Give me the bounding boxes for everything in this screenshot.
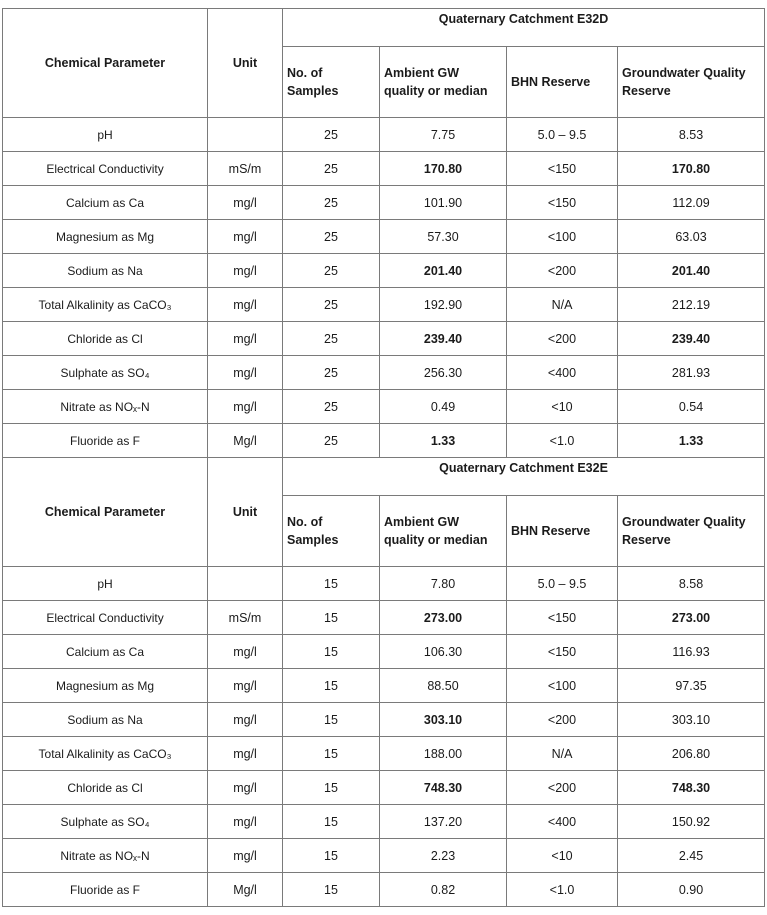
cell-samples: 25 [283, 220, 380, 254]
cell-ambient: 303.10 [380, 703, 507, 737]
cell-unit: mg/l [208, 254, 283, 288]
cell-bhn-reserve: N/A [507, 737, 618, 771]
cell-samples: 15 [283, 737, 380, 771]
cell-gw-reserve: 150.92 [618, 805, 765, 839]
header-chemical-parameter: Chemical Parameter [3, 9, 208, 118]
cell-gw-reserve: 303.10 [618, 703, 765, 737]
cell-ambient: 2.23 [380, 839, 507, 873]
cell-unit: mg/l [208, 839, 283, 873]
cell-gw-reserve: 8.53 [618, 118, 765, 152]
cell-gw-reserve: 116.93 [618, 635, 765, 669]
cell-bhn-reserve: <150 [507, 635, 618, 669]
cell-parameter: Sulphate as SO₄ [3, 356, 208, 390]
section-e32e-rows [3, 567, 765, 907]
cell-ambient: 7.80 [380, 567, 507, 601]
cell-samples: 15 [283, 601, 380, 635]
cell-unit: mg/l [208, 186, 283, 220]
cell-ambient: 57.30 [380, 220, 507, 254]
cell-bhn-reserve: <1.0 [507, 424, 618, 458]
cell-samples: 25 [283, 254, 380, 288]
cell-unit: mg/l [208, 356, 283, 390]
cell-ambient: 170.80 [380, 152, 507, 186]
header-no-of-samples: No. of Samples [283, 47, 380, 118]
cell-ambient: 137.20 [380, 805, 507, 839]
cell-bhn-reserve: <10 [507, 839, 618, 873]
cell-samples: 25 [283, 186, 380, 220]
cell-unit: mg/l [208, 669, 283, 703]
cell-parameter: Chloride as Cl [3, 322, 208, 356]
cell-parameter: pH [3, 118, 208, 152]
cell-bhn-reserve: <1.0 [507, 873, 618, 907]
section-e32d [3, 9, 765, 118]
cell-gw-reserve: 0.90 [618, 873, 765, 907]
cell-parameter: Chloride as Cl [3, 771, 208, 805]
cell-bhn-reserve: <100 [507, 669, 618, 703]
cell-samples: 15 [283, 873, 380, 907]
header-no-of-samples: No. of Samples [283, 496, 380, 567]
cell-samples: 15 [283, 567, 380, 601]
cell-unit: mg/l [208, 703, 283, 737]
cell-bhn-reserve: <150 [507, 601, 618, 635]
cell-gw-reserve: 239.40 [618, 322, 765, 356]
cell-parameter: Sodium as Na [3, 703, 208, 737]
cell-ambient: 88.50 [380, 669, 507, 703]
cell-bhn-reserve: <10 [507, 390, 618, 424]
table-row [3, 839, 765, 873]
table-row [3, 356, 765, 390]
cell-unit: mg/l [208, 805, 283, 839]
header-chemical-parameter: Chemical Parameter [3, 458, 208, 567]
table-row [3, 873, 765, 907]
header-bhn-reserve: BHN Reserve [507, 496, 618, 567]
cell-samples: 25 [283, 356, 380, 390]
table-row [3, 118, 765, 152]
cell-parameter: Calcium as Ca [3, 186, 208, 220]
cell-unit: mg/l [208, 390, 283, 424]
section-header-row [3, 9, 765, 47]
cell-parameter: Electrical Conductivity [3, 601, 208, 635]
table-row [3, 805, 765, 839]
header-gw-quality-reserve: Groundwater Quality Reserve [618, 47, 765, 118]
cell-bhn-reserve: <400 [507, 805, 618, 839]
cell-gw-reserve: 1.33 [618, 424, 765, 458]
cell-unit: mg/l [208, 288, 283, 322]
cell-ambient: 7.75 [380, 118, 507, 152]
cell-bhn-reserve: <200 [507, 254, 618, 288]
header-bhn-reserve: BHN Reserve [507, 47, 618, 118]
header-ambient-gw: Ambient GW quality or median [380, 496, 507, 567]
header-unit: Unit [208, 458, 283, 567]
table-row [3, 186, 765, 220]
cell-samples: 25 [283, 152, 380, 186]
cell-samples: 25 [283, 118, 380, 152]
header-unit: Unit [208, 9, 283, 118]
table-row [3, 424, 765, 458]
cell-unit: mg/l [208, 771, 283, 805]
cell-samples: 15 [283, 703, 380, 737]
cell-parameter: Total Alkalinity as CaCO₃ [3, 288, 208, 322]
cell-bhn-reserve: <150 [507, 152, 618, 186]
cell-gw-reserve: 206.80 [618, 737, 765, 771]
cell-gw-reserve: 212.19 [618, 288, 765, 322]
cell-gw-reserve: 281.93 [618, 356, 765, 390]
cell-samples: 15 [283, 839, 380, 873]
cell-parameter: Nitrate as NOₓ-N [3, 390, 208, 424]
cell-gw-reserve: 273.00 [618, 601, 765, 635]
cell-ambient: 106.30 [380, 635, 507, 669]
table-row [3, 771, 765, 805]
catchment-title: Quaternary Catchment E32D [283, 9, 765, 47]
cell-gw-reserve: 170.80 [618, 152, 765, 186]
section-header-row [3, 458, 765, 496]
cell-samples: 15 [283, 771, 380, 805]
cell-unit: mS/m [208, 152, 283, 186]
cell-unit: mS/m [208, 601, 283, 635]
cell-bhn-reserve: <150 [507, 186, 618, 220]
table-row [3, 601, 765, 635]
cell-bhn-reserve: <200 [507, 703, 618, 737]
cell-ambient: 201.40 [380, 254, 507, 288]
cell-bhn-reserve: N/A [507, 288, 618, 322]
cell-bhn-reserve: <100 [507, 220, 618, 254]
cell-gw-reserve: 8.58 [618, 567, 765, 601]
cell-parameter: Sodium as Na [3, 254, 208, 288]
cell-parameter: Calcium as Ca [3, 635, 208, 669]
cell-gw-reserve: 63.03 [618, 220, 765, 254]
cell-samples: 25 [283, 288, 380, 322]
cell-gw-reserve: 748.30 [618, 771, 765, 805]
cell-samples: 15 [283, 805, 380, 839]
cell-unit: Mg/l [208, 873, 283, 907]
water-quality-table [2, 8, 765, 907]
cell-ambient: 0.82 [380, 873, 507, 907]
cell-ambient: 101.90 [380, 186, 507, 220]
cell-bhn-reserve: <200 [507, 771, 618, 805]
cell-samples: 25 [283, 390, 380, 424]
cell-ambient: 0.49 [380, 390, 507, 424]
cell-ambient: 256.30 [380, 356, 507, 390]
cell-unit: mg/l [208, 220, 283, 254]
cell-unit: mg/l [208, 737, 283, 771]
cell-samples: 15 [283, 669, 380, 703]
cell-gw-reserve: 97.35 [618, 669, 765, 703]
table-row [3, 567, 765, 601]
section-e32d-rows [3, 118, 765, 458]
header-ambient-gw: Ambient GW quality or median [380, 47, 507, 118]
cell-gw-reserve: 112.09 [618, 186, 765, 220]
cell-parameter: Sulphate as SO₄ [3, 805, 208, 839]
cell-ambient: 192.90 [380, 288, 507, 322]
cell-parameter: Fluoride as F [3, 873, 208, 907]
table-row [3, 288, 765, 322]
catchment-title: Quaternary Catchment E32E [283, 458, 765, 496]
cell-unit: mg/l [208, 322, 283, 356]
table-row [3, 254, 765, 288]
table-row [3, 390, 765, 424]
table-row [3, 220, 765, 254]
table-row [3, 737, 765, 771]
cell-parameter: Magnesium as Mg [3, 669, 208, 703]
table-row [3, 322, 765, 356]
table-row [3, 703, 765, 737]
cell-unit: mg/l [208, 635, 283, 669]
cell-unit: Mg/l [208, 424, 283, 458]
cell-bhn-reserve: 5.0 – 9.5 [507, 118, 618, 152]
cell-unit [208, 567, 283, 601]
cell-ambient: 239.40 [380, 322, 507, 356]
table-row [3, 669, 765, 703]
cell-samples: 25 [283, 424, 380, 458]
cell-ambient: 188.00 [380, 737, 507, 771]
cell-parameter: Magnesium as Mg [3, 220, 208, 254]
cell-parameter: Electrical Conductivity [3, 152, 208, 186]
header-gw-quality-reserve: Groundwater Quality Reserve [618, 496, 765, 567]
cell-bhn-reserve: <200 [507, 322, 618, 356]
cell-gw-reserve: 0.54 [618, 390, 765, 424]
cell-gw-reserve: 2.45 [618, 839, 765, 873]
cell-ambient: 1.33 [380, 424, 507, 458]
table-row [3, 635, 765, 669]
cell-samples: 15 [283, 635, 380, 669]
cell-unit [208, 118, 283, 152]
cell-ambient: 273.00 [380, 601, 507, 635]
cell-samples: 25 [283, 322, 380, 356]
cell-bhn-reserve: <400 [507, 356, 618, 390]
cell-parameter: Nitrate as NOₓ-N [3, 839, 208, 873]
cell-parameter: pH [3, 567, 208, 601]
cell-parameter: Total Alkalinity as CaCO₃ [3, 737, 208, 771]
table-row [3, 152, 765, 186]
cell-bhn-reserve: 5.0 – 9.5 [507, 567, 618, 601]
cell-gw-reserve: 201.40 [618, 254, 765, 288]
section-e32e [3, 458, 765, 567]
cell-ambient: 748.30 [380, 771, 507, 805]
cell-parameter: Fluoride as F [3, 424, 208, 458]
